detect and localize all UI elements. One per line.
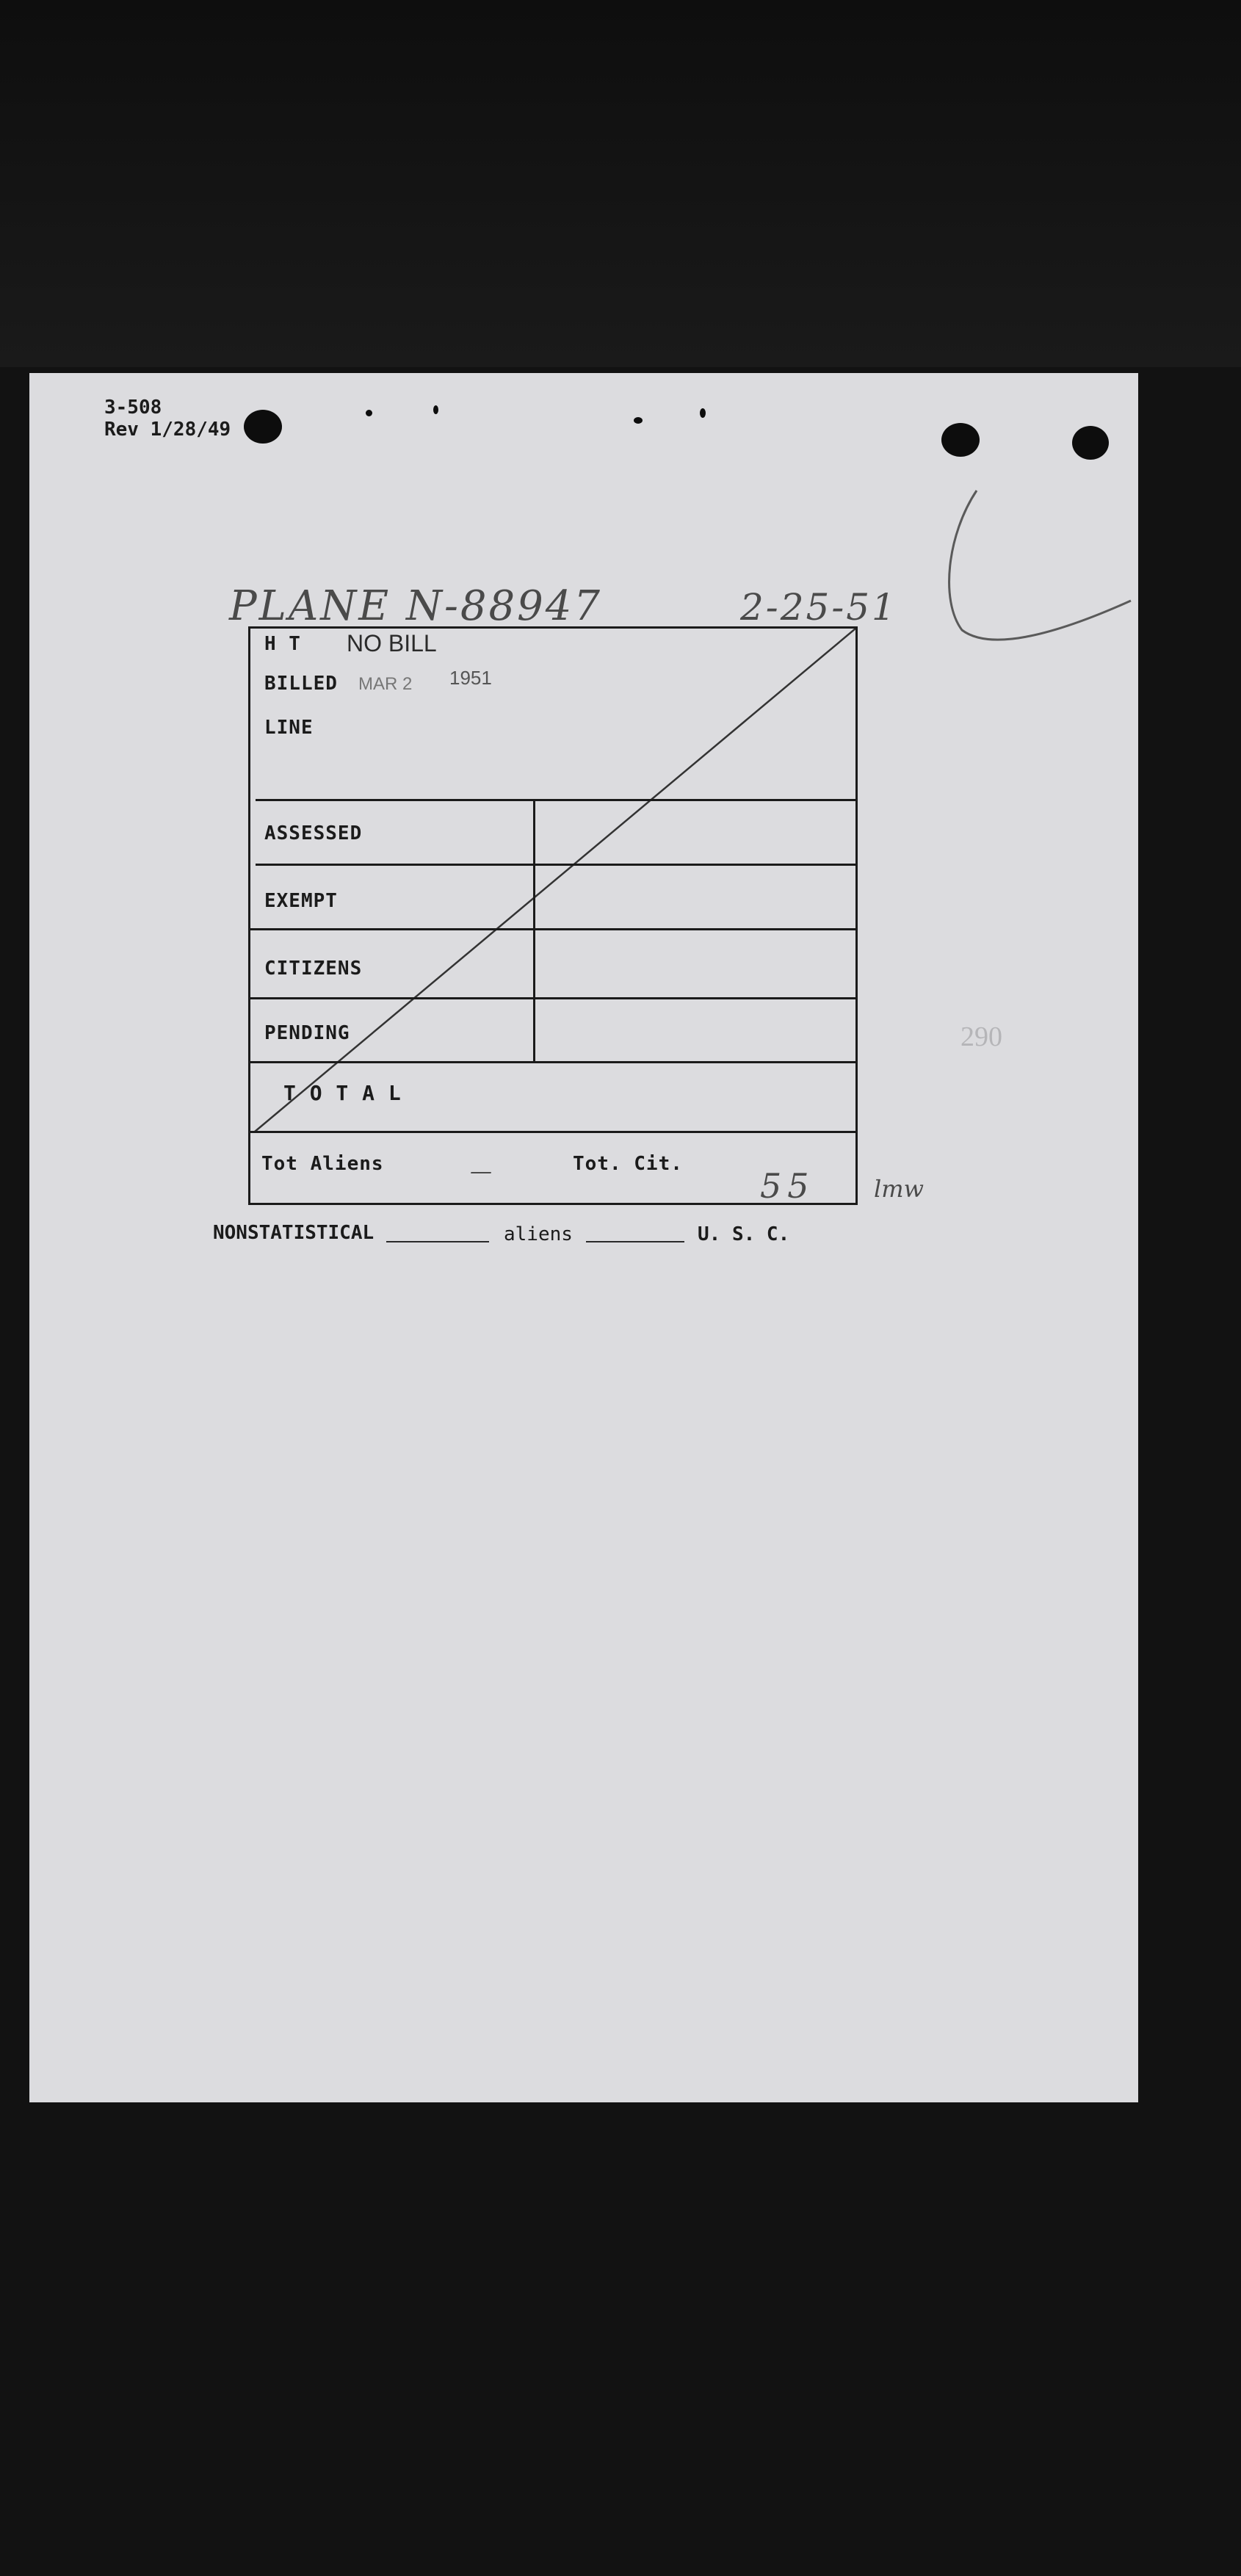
row-label-assessed: ASSESSED: [264, 822, 363, 844]
line-label: LINE: [264, 717, 314, 739]
column-divider: [533, 799, 535, 1062]
usc-label: U. S. C.: [698, 1223, 790, 1245]
diagonal-strike-line: [250, 629, 855, 1203]
total-label: T O T A L: [283, 1081, 402, 1105]
date-handwritten: 2-25-51: [740, 586, 897, 629]
speck: [366, 410, 372, 416]
tot-aliens-label: Tot Aliens: [261, 1153, 384, 1175]
speck: [700, 408, 706, 418]
speck: [634, 417, 643, 424]
aliens-label: aliens: [504, 1223, 573, 1245]
rule-exempt: [248, 928, 858, 930]
clerk-initials: lmw: [874, 1175, 924, 1203]
nonstatistical-label: NONSTATISTICAL: [213, 1222, 375, 1244]
form-revision: Rev 1/28/49: [104, 419, 231, 441]
punch-hole-right-1: [941, 423, 980, 457]
nonstatistical-blank: [386, 1241, 489, 1242]
handwritten-curve: [933, 476, 1138, 652]
rule-citizens: [248, 997, 858, 999]
tally-box: [248, 626, 858, 1205]
billed-label: BILLED: [264, 673, 338, 695]
row-label-exempt: EXEMPT: [264, 890, 338, 912]
scan-background: [0, 0, 1241, 367]
tot-cit-label: Tot. Cit.: [573, 1153, 683, 1175]
row-label-citizens: CITIZENS: [264, 958, 363, 980]
no-bill-stamp: NO BILL: [347, 630, 437, 656]
plane-number-handwritten: PLANE N-88947: [229, 582, 603, 630]
aliens-blank: [586, 1241, 684, 1242]
margin-number: 290: [960, 1021, 1002, 1052]
form-number: 3-508: [104, 397, 162, 419]
rule-assessed: [256, 864, 858, 866]
tot-aliens-value: —: [470, 1159, 492, 1184]
ht-label: H T: [264, 633, 301, 655]
rule-total: [248, 1131, 858, 1133]
billed-date-year: 1951: [449, 667, 492, 689]
document-card: [29, 373, 1138, 2102]
row-label-pending: PENDING: [264, 1022, 350, 1044]
billed-date-month: MAR 2: [358, 674, 413, 694]
rule-pending: [248, 1061, 858, 1063]
tot-cit-value: 55: [760, 1166, 815, 1206]
punch-hole-left: [244, 410, 282, 444]
punch-hole-right-2: [1072, 426, 1109, 460]
rule-top-section: [256, 799, 858, 801]
speck: [433, 405, 438, 414]
